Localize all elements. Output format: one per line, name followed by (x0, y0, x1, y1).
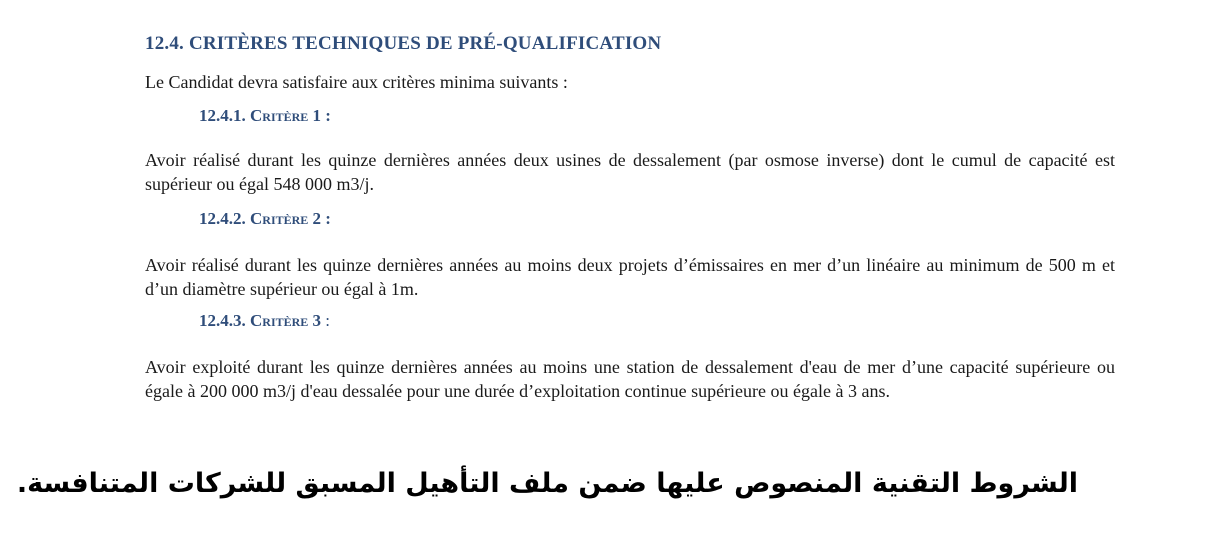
criterion-1-colon: : (325, 106, 331, 125)
criterion-3-label: Critère 3 (250, 311, 322, 330)
criterion-1-text: Avoir réalisé durant les quinze dernières années deux usines de dessalement (par osmose inverse) dont le cumul de capacité est supérieur ou égal 548 000 m3/j. (145, 150, 1115, 194)
criterion-2-text: Avoir réalisé durant les quinze dernières années au moins deux projets d’émissaires en mer d’un linéaire au minimum de 500 m et d’un diamètre supérieur ou égal à 1m. (145, 255, 1115, 299)
criterion-3-number: 12.4.3. (199, 311, 246, 330)
intro-text: Le Candidat devra satisfaire aux critères minima suivants : (145, 72, 568, 92)
criterion-2-label: Critère 2 (250, 209, 322, 228)
criterion-2-colon: : (325, 209, 331, 228)
criterion-3-heading (199, 311, 330, 331)
criterion-1-heading (199, 106, 331, 126)
criterion-2-number: 12.4.2. (199, 209, 246, 228)
criterion-1-number: 12.4.1. (199, 106, 246, 125)
criterion-3-colon: : (325, 311, 331, 330)
criterion-3-text: Avoir exploité durant les quinze dernières années au moins une station de dessalement d'eau de mer d’une capacité supérieure ou égale à 200 000 m3/j d'eau dessalée pour une durée d’exploitation continue supérieure ou égale à 3 ans. (145, 357, 1115, 401)
section-title: 12.4. CRITÈRES TECHNIQUES DE PRÉ-QUALIFICATION (145, 33, 662, 54)
criterion-1-label: Critère 1 (250, 106, 322, 125)
arabic-caption: الشروط التقنية المنصوص عليها ضمن ملف التأهيل المسبق للشركات المتنافسة. (16, 468, 1078, 499)
criterion-2-heading (199, 209, 331, 229)
